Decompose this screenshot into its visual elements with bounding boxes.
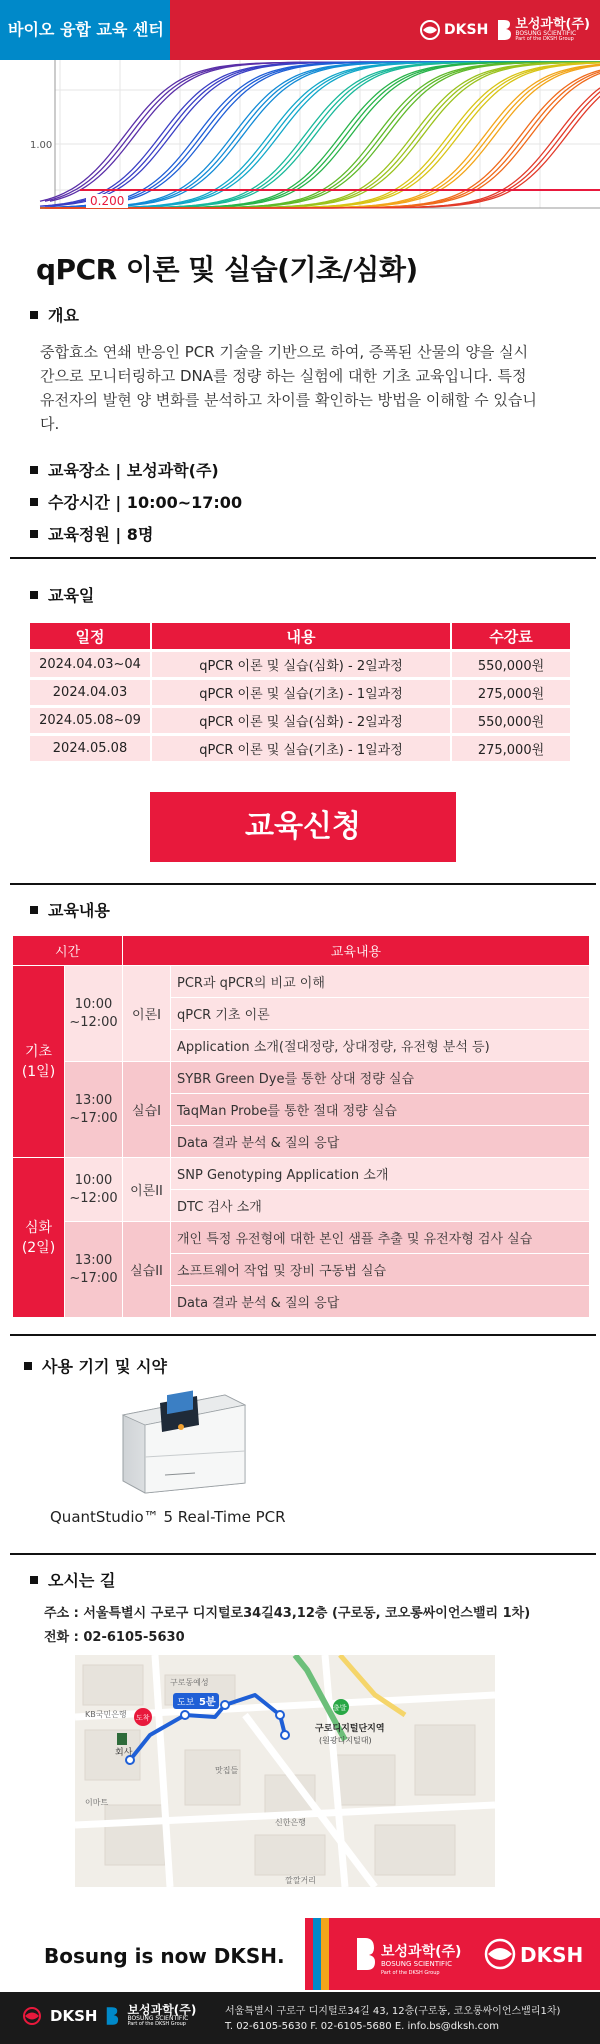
curriculum-item: TaqMan Probe를 통한 절대 정량 실습 [171, 1094, 590, 1126]
map-company-label: 회사 [115, 1748, 133, 1758]
map-walk-label: 도보 [177, 1698, 195, 1708]
footer-bosung-logo: 보성과학(주) [127, 2003, 197, 2017]
info-time-text: 수강시간 | 10:00~17:00 [48, 493, 243, 512]
day-advanced-label [13, 1158, 65, 1318]
bosung-logo-sub2: Part of the DKSH Group [515, 36, 574, 42]
location-map[interactable] [75, 1655, 495, 1887]
curriculum-item: DTC 검사 소개 [171, 1190, 590, 1222]
time-slot-am-text: 10:00 ~12:00 [69, 996, 118, 1030]
info-capacity [30, 522, 153, 545]
curriculum-heading-text: 교육내용 [48, 901, 110, 920]
time-slot-am [65, 966, 123, 1062]
dksh-symbol-icon [420, 20, 440, 40]
page-title: qPCR 이론 및 실습(기초/심화) [36, 253, 418, 286]
bosung-logo-sub: BOSUNG SCIENTIFIC [515, 30, 577, 37]
schedule-date: 2024.04.03 [30, 680, 150, 705]
dksh-logo-text: DKSH [444, 22, 489, 38]
dksh-logo [420, 20, 488, 40]
section-divider [10, 1334, 596, 1336]
device-caption: QuantStudio™ 5 Real-Time PCR [50, 1508, 286, 1526]
bullet-square-icon [30, 530, 38, 538]
map-time-label: 5분 [199, 1697, 216, 1708]
map-area-label: 구로동예성 [170, 1678, 209, 1687]
part-practice-1: 실습I [123, 1062, 171, 1158]
curriculum-item: Data 결과 분석 & 질의 응답 [171, 1126, 590, 1158]
table-row [13, 1222, 590, 1254]
schedule-table [30, 620, 570, 764]
schedule-course: qPCR 이론 및 실습(심화) - 2일과정 [150, 652, 450, 677]
bullet-square-icon [30, 498, 38, 506]
curriculum-item: 개인 특정 유전형에 대한 본인 샘플 추출 및 유전자형 검사 실습 [171, 1222, 590, 1254]
hero-y-label-top: 1.00 [30, 140, 53, 151]
curriculum-item: Application 소개(절대정량, 상대정량, 유전형 분석 등) [171, 1030, 590, 1062]
map-arrive-label: 도착 [136, 1714, 150, 1722]
curriculum-item: SYBR Green Dye를 통한 상대 정량 실습 [171, 1062, 590, 1094]
footer-address-block [225, 2004, 560, 2034]
map-area-label: 깔깔거리 [285, 1876, 316, 1885]
banner-bosung-sub2: Part of the DKSH Group [381, 1970, 440, 1976]
schedule-course: qPCR 이론 및 실습(심화) - 2일과정 [150, 708, 450, 733]
bullet-square-icon [30, 466, 38, 474]
footer-bosung-sub: BOSUNG SCIENTIFIC [127, 2015, 189, 2022]
curriculum-heading [30, 898, 110, 921]
curriculum-header-content: 교육내용 [123, 936, 590, 966]
schedule-date: 2024.04.03~04 [30, 652, 150, 677]
bullet-square-icon [30, 1576, 38, 1584]
table-row [30, 652, 570, 677]
schedule-course: qPCR 이론 및 실습(기초) - 1일과정 [150, 736, 450, 761]
footer-bosung-sub2: Part of the DKSH Group [127, 2021, 186, 2027]
schedule-heading-text: 교육일 [48, 586, 95, 605]
map-station-sub-label: (원광디지털대) [319, 1736, 372, 1745]
header-bar [0, 0, 600, 60]
curriculum-header-time: 시간 [13, 936, 123, 966]
info-place [30, 458, 219, 481]
time-slot-pm-text: 13:00 ~17:00 [69, 1092, 118, 1126]
banner-bosung-logo: 보성과학(주) [381, 1944, 462, 1960]
header-logos [420, 14, 590, 46]
info-capacity-text: 교육정원 | 8명 [48, 525, 154, 544]
banner-bosung-sub: BOSUNG SCIENTIFIC [381, 1960, 453, 1968]
day-basic-text: 기초 (1일) [21, 1043, 56, 1080]
overview-heading [30, 303, 79, 326]
part-practice-2: 실습II [123, 1222, 171, 1318]
bullet-square-icon [30, 906, 38, 914]
bullet-square-icon [30, 311, 38, 319]
part-theory-2: 이론II [123, 1158, 171, 1222]
footer [0, 1992, 600, 2044]
curriculum-item: SNP Genotyping Application 소개 [171, 1158, 590, 1190]
schedule-header-content: 내용 [150, 623, 450, 649]
dksh-symbol-icon [22, 2006, 42, 2026]
footer-address: 서울특별시 구로구 디지털로34길 43, 12층(구로동, 코오롱싸이언스밸리1차) [225, 2006, 561, 2017]
schedule-heading [30, 583, 94, 606]
time-slot-pm [65, 1222, 123, 1318]
map-area-label: 맛집들 [215, 1766, 239, 1775]
time-slot-pm [65, 1062, 123, 1158]
map-area-label: 신한은행 [275, 1818, 306, 1827]
hero-threshold-label: 0.200 [90, 194, 125, 208]
schedule-header-fee: 수강료 [450, 623, 570, 649]
device-heading-text: 사용 기기 및 시약 [42, 1357, 167, 1376]
curriculum-table [12, 935, 590, 1318]
bullet-square-icon [30, 591, 38, 599]
center-tag: 바이오 융합 교육 센터 [0, 0, 170, 60]
info-time [30, 490, 242, 513]
schedule-header-date: 일정 [30, 623, 150, 649]
time-slot-pm-text: 13:00 ~17:00 [69, 1252, 118, 1286]
curriculum-item: Data 결과 분석 & 질의 응답 [171, 1286, 590, 1318]
table-row [13, 1158, 590, 1190]
schedule-date: 2024.05.08 [30, 736, 150, 761]
banner-dksh-logo: DKSH [520, 1943, 584, 1967]
pcr-instrument-image [105, 1385, 250, 1495]
curriculum-item: 소프트웨어 작업 및 장비 구동법 실습 [171, 1254, 590, 1286]
bosung-symbol-icon [496, 18, 512, 42]
table-row [13, 1062, 590, 1094]
curriculum-header-row [13, 936, 590, 966]
overview-heading-text: 개요 [48, 306, 79, 325]
schedule-course: qPCR 이론 및 실습(기초) - 1일과정 [150, 680, 450, 705]
table-row [30, 680, 570, 705]
section-divider [10, 557, 596, 559]
schedule-fee: 550,000원 [450, 652, 570, 677]
brand-banner [305, 1918, 600, 1990]
day-basic-label [13, 966, 65, 1158]
map-area-label: KB국민은행 [85, 1710, 127, 1719]
part-theory-1: 이론I [123, 966, 171, 1062]
section-divider [10, 883, 596, 885]
map-station-label: 구로디지털단지역 [315, 1724, 385, 1734]
schedule-fee: 275,000원 [450, 736, 570, 761]
curriculum-item: PCR과 qPCR의 비교 이해 [171, 966, 590, 998]
banner-text: Bosung is now DKSH. [44, 1944, 285, 1968]
section-divider [10, 1553, 596, 1555]
map-start-label: 출발 [333, 1704, 347, 1712]
address-text: 주소 : 서울특별시 구로구 디지털로34길43,12층 (구로동, 코오롱싸이언스밸리 1차) [44, 1606, 531, 1621]
schedule-fee: 275,000원 [450, 680, 570, 705]
table-row [30, 708, 570, 733]
footer-logos [22, 2004, 196, 2027]
curriculum-item: qPCR 기초 이론 [171, 998, 590, 1030]
bosung-logo-text: 보성과학(주) [515, 17, 590, 32]
schedule-date: 2024.05.08~09 [30, 708, 150, 733]
apply-button[interactable]: 교육신청 [150, 792, 456, 862]
footer-dksh-logo: DKSH [50, 2006, 98, 2025]
directions-heading [30, 1568, 115, 1591]
time-slot-am [65, 1158, 123, 1222]
table-row [13, 966, 590, 998]
amplification-curve-graphic [0, 60, 600, 210]
bosung-logo [496, 18, 590, 42]
directions-heading-text: 오시는 길 [48, 1571, 116, 1590]
day-advanced-text: 심화 (2일) [21, 1219, 56, 1256]
bullet-square-icon [24, 1362, 32, 1370]
info-place-text: 교육장소 | 보성과학(주) [48, 461, 219, 480]
time-slot-am-text: 10:00 ~12:00 [69, 1172, 118, 1206]
map-area-label: 이마트 [85, 1798, 109, 1807]
schedule-header-row [30, 623, 570, 649]
schedule-fee: 550,000원 [450, 708, 570, 733]
bosung-symbol-icon [105, 2005, 119, 2027]
device-heading [24, 1354, 167, 1377]
phone-text: 전화 : 02-6105-5630 [44, 1630, 185, 1645]
table-row [30, 736, 570, 761]
footer-contact: T. 02-6105-5630 F. 02-6105-5680 E. info.bs@dksh.com [225, 2021, 500, 2032]
overview-text: 중합효소 연쇄 반응인 PCR 기술을 기반으로 하여, 증폭된 산물의 양을 실시간으로 모니터링하고 DNA를 정량 하는 실험에 대한 기초 교육입니다. 특정 유전자의 발현 양 변화를 분석하고 차이를 확인하는 방법을 이해할 수 있습니다. [40, 343, 537, 433]
